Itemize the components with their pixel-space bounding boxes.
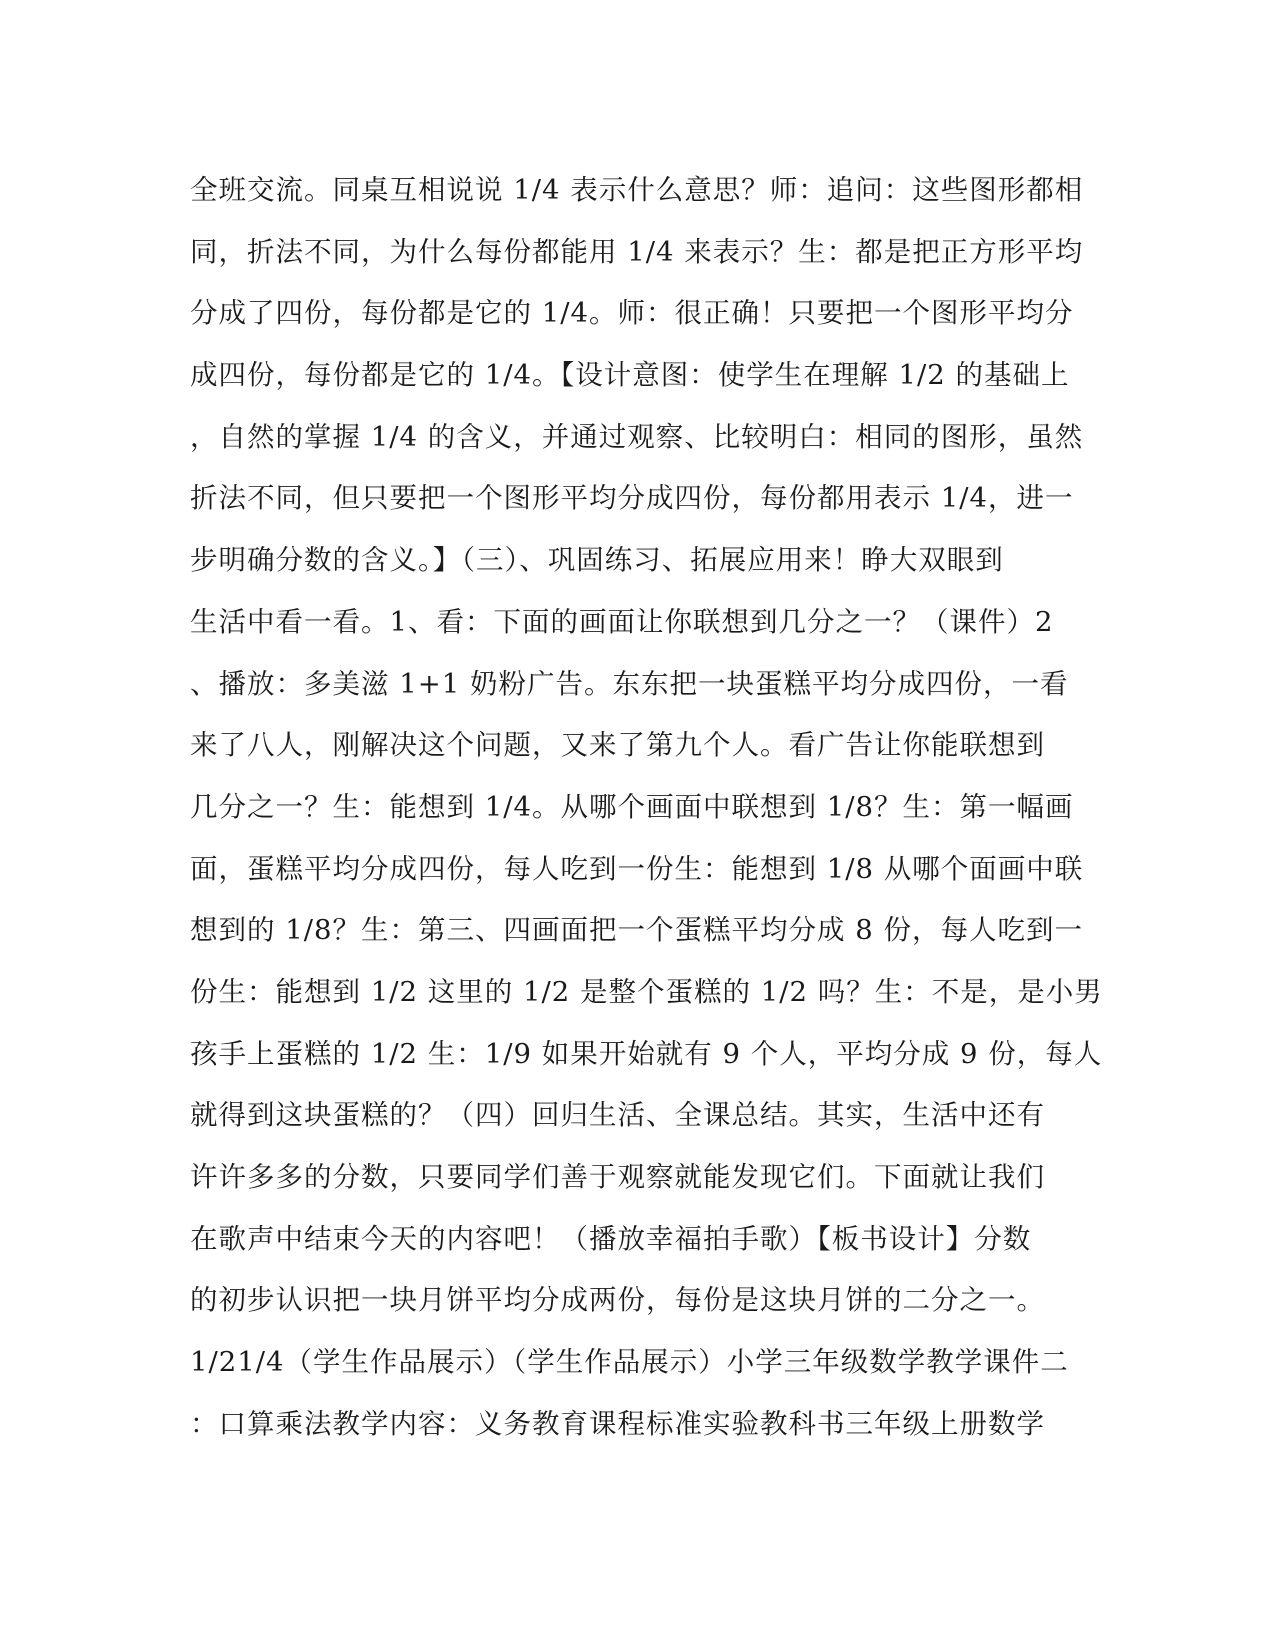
text-line: 想到的 1/8？生：第三、四画面把一个蛋糕平均分成 8 份，每人吃到一	[190, 914, 1083, 947]
text-line: 份生：能想到 1/2 这里的 1/2 是整个蛋糕的 1/2 吗？生：不是，是小男	[190, 975, 1103, 1008]
text-line: ，自然的掌握 1/4 的含义，并通过观察、比较明白：相同的图形，虽然	[190, 420, 1084, 453]
text-line: 的初步认识把一块月饼平均分成两份，每份是这块月饼的二分之一。	[190, 1284, 1045, 1317]
text-line: 许许多多的分数，只要同学们善于观察就能发现它们。下面就让我们	[190, 1161, 1045, 1193]
text-line: 、播放：多美滋 1+1 奶粉广告。东东把一块蛋糕平均分成四份，一看	[190, 667, 1069, 700]
text-line: 生活中看一看。1、看：下面的画面让你联想到几分之一？（课件）2	[190, 605, 1054, 638]
text-line: 同，折法不同，为什么每份都能用 1/4 来表示？生：都是把正方形平均	[190, 235, 1084, 268]
text-line: ：口算乘法教学内容：义务教育课程标准实验教科书三年级上册数学	[190, 1407, 1045, 1440]
body-text	[190, 160, 1103, 1455]
text-line: 几分之一？生：能想到 1/4。从哪个画面中联想到 1/8？生：第一幅画	[190, 790, 1074, 823]
text-line: 分成了四份，每份都是它的 1/4。师：很正确！只要把一个图形平均分	[190, 297, 1074, 330]
text-line: 步明确分数的含义。】（三）、巩固练习、拓展应用来！睁大双眼到	[190, 544, 1004, 577]
text-line: 来了八人，刚解决这个问题，又来了第九个人。看广告让你能联想到	[190, 729, 1045, 762]
text-line: 成四份，每份都是它的 1/4。【设计意图：使学生在理解 1/2 的基础上	[190, 359, 1070, 392]
text-line: 在歌声中结束今天的内容吧！（播放幸福拍手歌）【板书设计】分数	[190, 1222, 1032, 1255]
text-line: 面，蛋糕平均分成四份，每人吃到一份生：能想到 1/8 从哪个面画中联	[190, 852, 1084, 885]
text-line: 全班交流。同桌互相说说 1/4 表示什么意思？师：追问：这些图形都相	[190, 174, 1084, 206]
text-line: 1/21/4（学生作品展示）（学生作品展示）小学三年级数学教学课件二	[190, 1346, 1069, 1379]
text-line: 就得到这块蛋糕的？（四）回归生活、全课总结。其实，生活中还有	[190, 1099, 1045, 1132]
text-line: 折法不同，但只要把一个图形平均分成四份，每份都用表示 1/4，进一	[190, 482, 1074, 515]
text-line: 孩手上蛋糕的 1/2 生：1/9 如果开始就有 9 个人，平均分成 9 份，每人	[190, 1037, 1103, 1070]
